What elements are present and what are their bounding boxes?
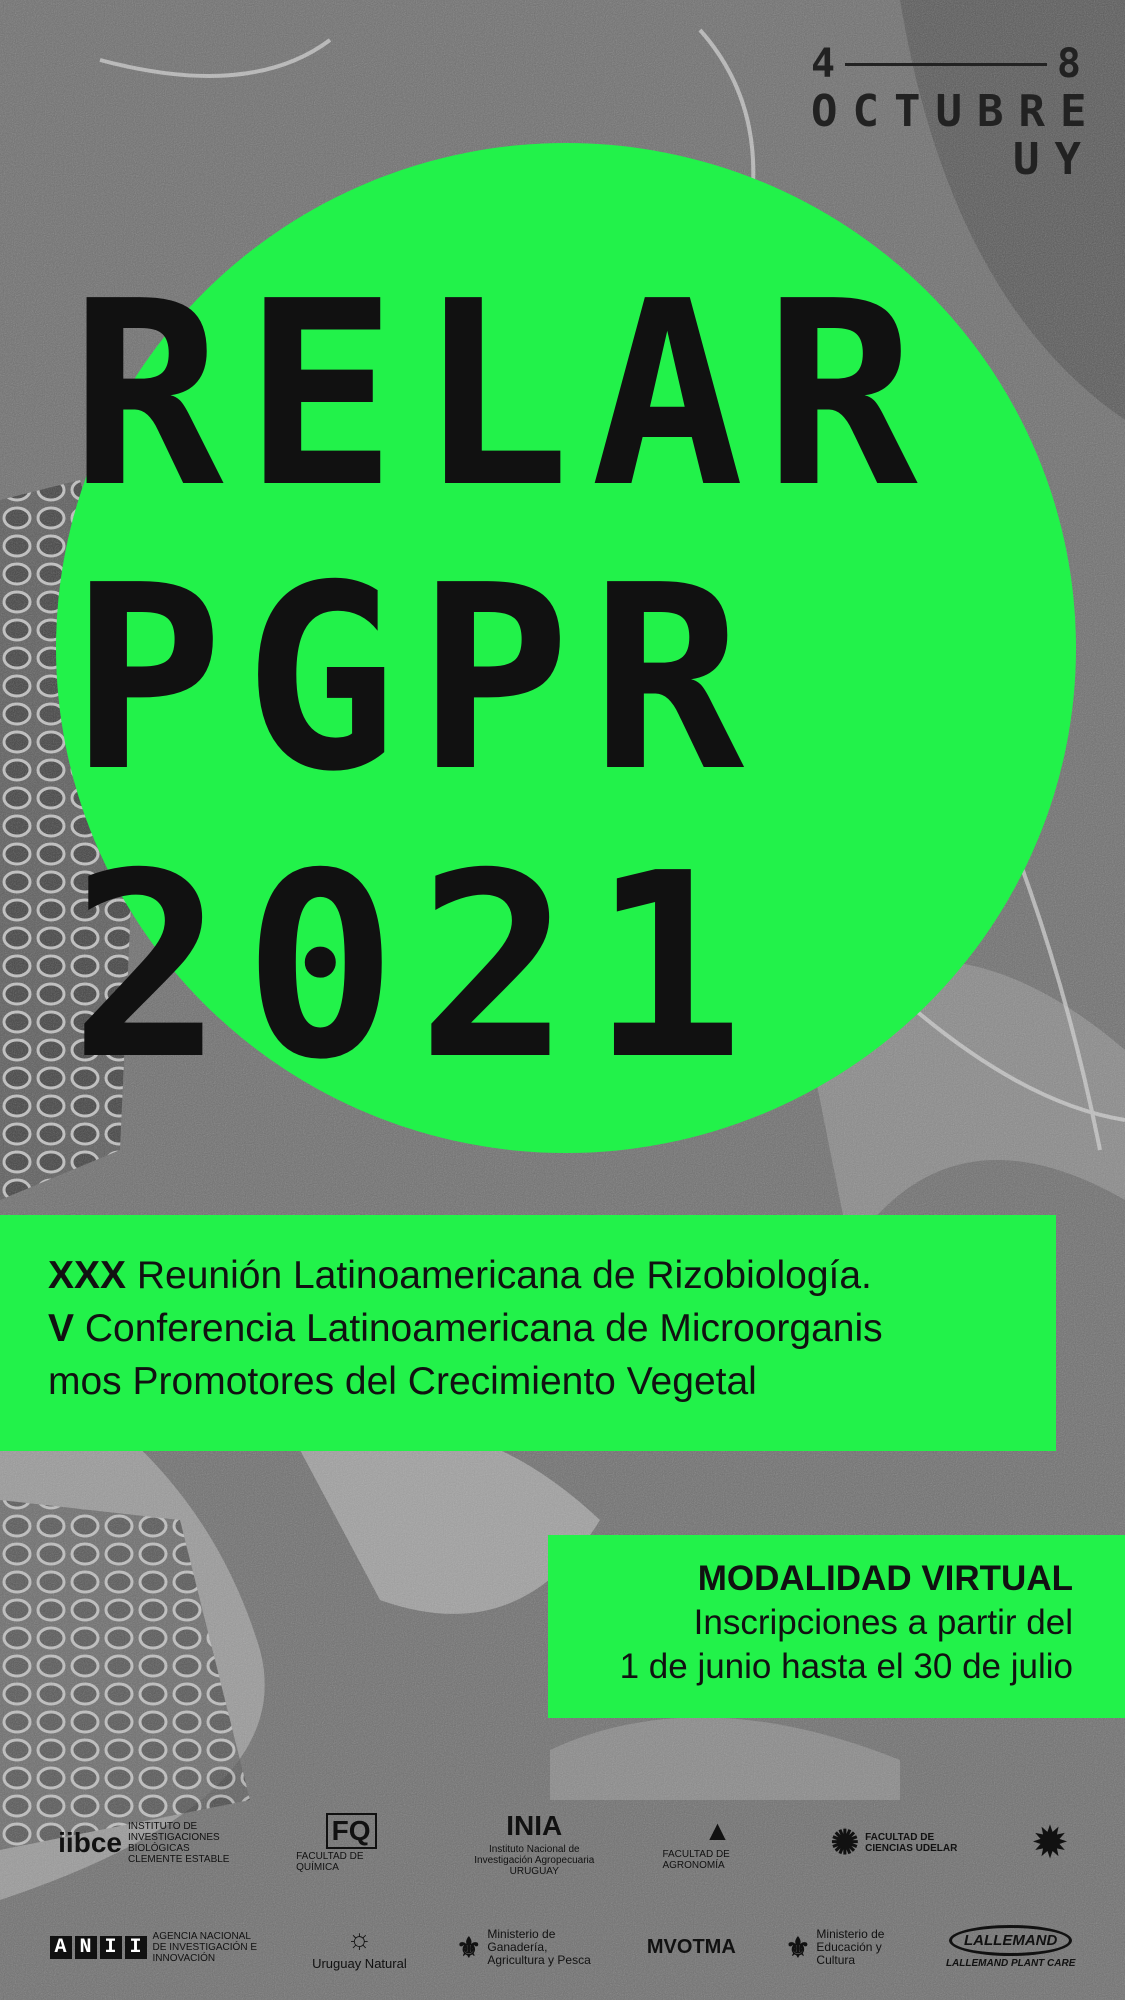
logo-uruguay-natural: ☼ Uruguay Natural bbox=[312, 1923, 407, 1971]
event-dates bbox=[811, 41, 1102, 185]
registration-info bbox=[548, 1535, 1125, 1718]
coat-of-arms-icon: ⚜ bbox=[456, 1931, 482, 1963]
title-year: 2021 bbox=[70, 819, 765, 1116]
registration-line-2: 1 de junio hasta el 30 de julio bbox=[619, 1647, 1073, 1686]
anii-letters: A N I I bbox=[50, 1936, 147, 1959]
logo-agronomia: ▲ FACULTAD DE AGRONOMÍA bbox=[662, 1815, 732, 1871]
logo-facultad-quimica: FQ FACULTAD DE QUÍMICA bbox=[296, 1813, 406, 1873]
logo-udelar: ✹ bbox=[1033, 1821, 1067, 1865]
coat-of-arms-icon: ⚜ bbox=[785, 1931, 811, 1963]
logo-inia: INIA Instituto Nacional de Investigación Agropecuaria URUGUAY bbox=[474, 1809, 595, 1877]
description-line-3: mos Promotores del Crecimiento Vegetal bbox=[48, 1360, 757, 1403]
sponsor-logos-row-2 bbox=[0, 1912, 1125, 1982]
start-day: 4 bbox=[811, 41, 836, 87]
sponsor-logos-row-1 bbox=[0, 1808, 1125, 1878]
country: UY bbox=[1013, 134, 1096, 185]
month: OCTUBRE bbox=[811, 86, 1102, 137]
logo-mvotma: MVOTMA bbox=[646, 1935, 736, 1958]
title-relar: RELAR bbox=[70, 247, 938, 544]
logo-facultad-ciencias: ✺ FACULTAD DE CIENCIAS UDELAR bbox=[830, 1824, 958, 1862]
date-range-line bbox=[845, 63, 1047, 66]
logo-anii: A N I I AGENCIA NACIONAL DE INVESTIGACIÓN E INNOVACIÓN bbox=[50, 1931, 263, 1964]
logo-lallemand: LALLEMAND LALLEMAND PLANT CARE bbox=[946, 1925, 1075, 1969]
modality: MODALIDAD VIRTUAL bbox=[697, 1559, 1073, 1598]
logo-mec: ⚜ Ministerio de Educación y Cultura bbox=[785, 1926, 885, 1967]
logo-mgap: ⚜ Ministerio de Ganadería, Agricultura y Pesca bbox=[456, 1926, 591, 1967]
event-description bbox=[0, 1215, 1056, 1451]
description-line-1: XXX Reunión Latinoamericana de Rizobiología. bbox=[48, 1254, 872, 1297]
description-line-2: V Conferencia Latinoamericana de Microorganis bbox=[48, 1307, 883, 1350]
logo-iibce: iibce INSTITUTO DE INVESTIGACIONES BIOLÓGICAS CLEMENTE ESTABLE bbox=[58, 1821, 230, 1865]
end-day: 8 bbox=[1056, 41, 1081, 87]
title-pgpr: PGPR bbox=[70, 531, 765, 828]
registration-line-1: Inscripciones a partir del bbox=[693, 1603, 1073, 1642]
